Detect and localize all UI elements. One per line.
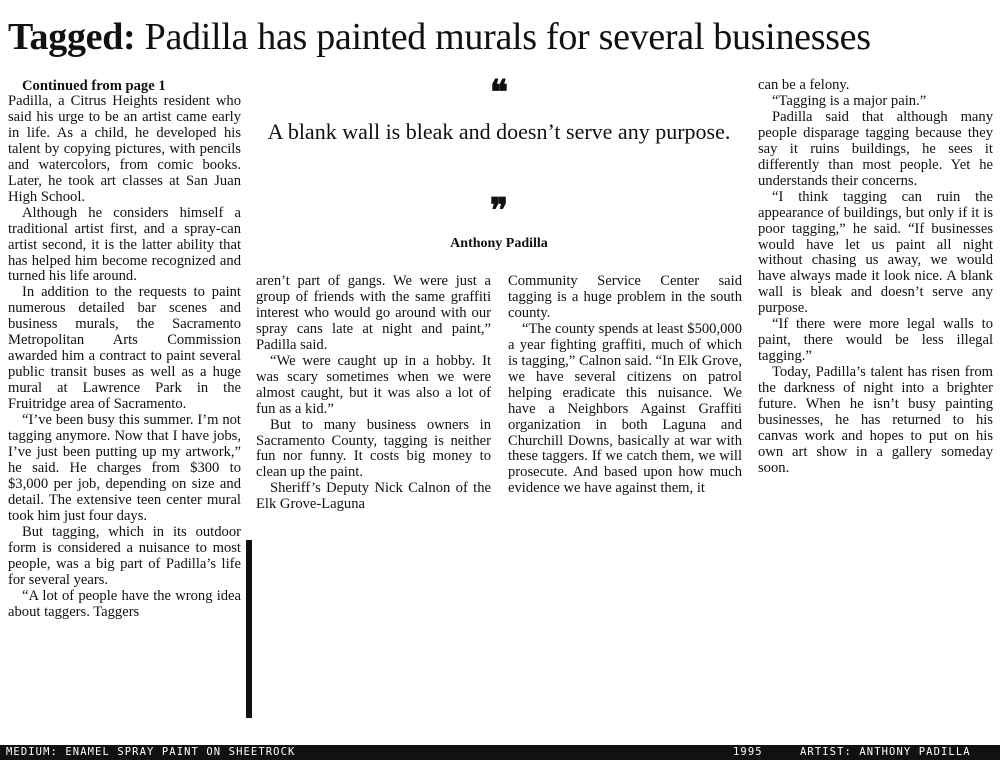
pull-quote: A blank wall is bleak and doesn’t serve any purpose. — [267, 119, 731, 144]
paragraph: Today, Padilla’s talent has risen from the darkness of night into a brighter future. When he isn’t busy painting businesses, he has returned to his canvas work and hopes to put on his own art show in a gallery someday soon. — [758, 364, 993, 476]
paragraph: “We were caught up in a hobby. It was scary sometimes when we were almost caught, but it was also a lot of fun as a kid.” — [256, 352, 491, 417]
paragraph: Padilla said that although many people disparage tagging because they say it ruins buildings, he sees it differently than most people. Yet he understands their concerns. — [758, 108, 993, 189]
paragraph: But to many business owners in Sacramento County, tagging is neither fun nor funny. It costs big money to clean up the paint. — [256, 416, 491, 481]
open-quote-icon: ❝ — [489, 73, 509, 113]
paragraph: Community Service Center said tagging is a huge problem in the south county. — [508, 273, 742, 321]
paragraph: “I think tagging can ruin the appearance of buildings, but only if it is poor tagging,” he said. “If businesses would have let us paint all night without chasing us away, we would have always made it look nice. A blank wall is bleak and doesn’t serve any purpose. — [758, 188, 993, 317]
continued-label: Continued from page 1 — [22, 78, 166, 94]
year-caption: 1995 — [733, 746, 763, 758]
article-column-3 — [508, 274, 742, 497]
paragraph: Sheriff’s Deputy Nick Calnon of the Elk Grove-Laguna — [256, 480, 491, 513]
paragraph: aren’t part of gangs. We were just a group of friends with the same graffiti interest who would go around with our spray cans late at night and paint,” Padilla said. — [256, 273, 491, 353]
paragraph: “If there were more legal walls to paint, there would be less illegal tagging.” — [758, 316, 993, 365]
pull-quote-attribution: Anthony Padilla — [450, 236, 548, 251]
paragraph: “I’ve been busy this summer. I’m not tagging anymore. Now that I have jobs, I’ve just been putting up my artwork,” he said. He charges from $300 to $3,000 per job, depending on size and detail. The extensive teen center mural took him just four days. — [8, 412, 241, 524]
paragraph: Although he considers himself a traditional artist first, and a spray-can artist second, it is the latter ability that has helped him become recognized and turned his life around. — [8, 204, 241, 285]
paragraph: “A lot of people have the wrong idea about taggers. Taggers — [8, 587, 241, 620]
article-column-2 — [256, 274, 491, 513]
article-column-1 — [8, 78, 241, 620]
paragraph: But tagging, which in its outdoor form is considered a nuisance to most people, was a big part of Padilla’s life for several years. — [8, 523, 241, 588]
paragraph: “Tagging is a major pain.” — [772, 92, 927, 109]
column-divider — [246, 540, 252, 718]
artist-caption: ARTIST: ANTHONY PADILLA — [800, 746, 971, 758]
headline-kicker: Tagged: — [8, 16, 136, 58]
headline — [8, 14, 992, 60]
close-quote-icon: ❞ — [489, 191, 509, 231]
caption-bar — [0, 745, 1000, 760]
paragraph: In addition to the requests to paint numerous detailed bar scenes and business murals, the Sacramento Metropolitan Arts Commission awarded him a contract to paint several public transit buses as well as a huge mural at Lawrence Park in the Fruitridge area of Sacramento. — [8, 284, 241, 413]
headline-text: Padilla has painted murals for several businesses — [135, 16, 871, 58]
paragraph: “The county spends at least $500,000 a year fighting graffiti, much of which is tagging,” Calnon said. “In Elk Grove, we have several citizens on patrol helping eradicate this nuisance. We have a Neighbors Against Graffiti organization in both Laguna and Churchill Downs, basically at war with these taggers. If we catch them, we will prosecute. And based upon how much evidence we have against them, it — [508, 320, 742, 497]
medium-caption: MEDIUM: ENAMEL SPRAY PAINT ON SHEETROCK — [6, 746, 296, 758]
article-column-4 — [758, 78, 993, 477]
paragraph: can be a felony. — [758, 77, 850, 93]
paragraph: Padilla, a Citrus Heights resident who said his urge to be an artist came early in life. As a child, he developed his talent by copying pictures, with pencils and watercolors, from comic books. Later, he took art classes at San Juan High School. — [8, 93, 241, 205]
